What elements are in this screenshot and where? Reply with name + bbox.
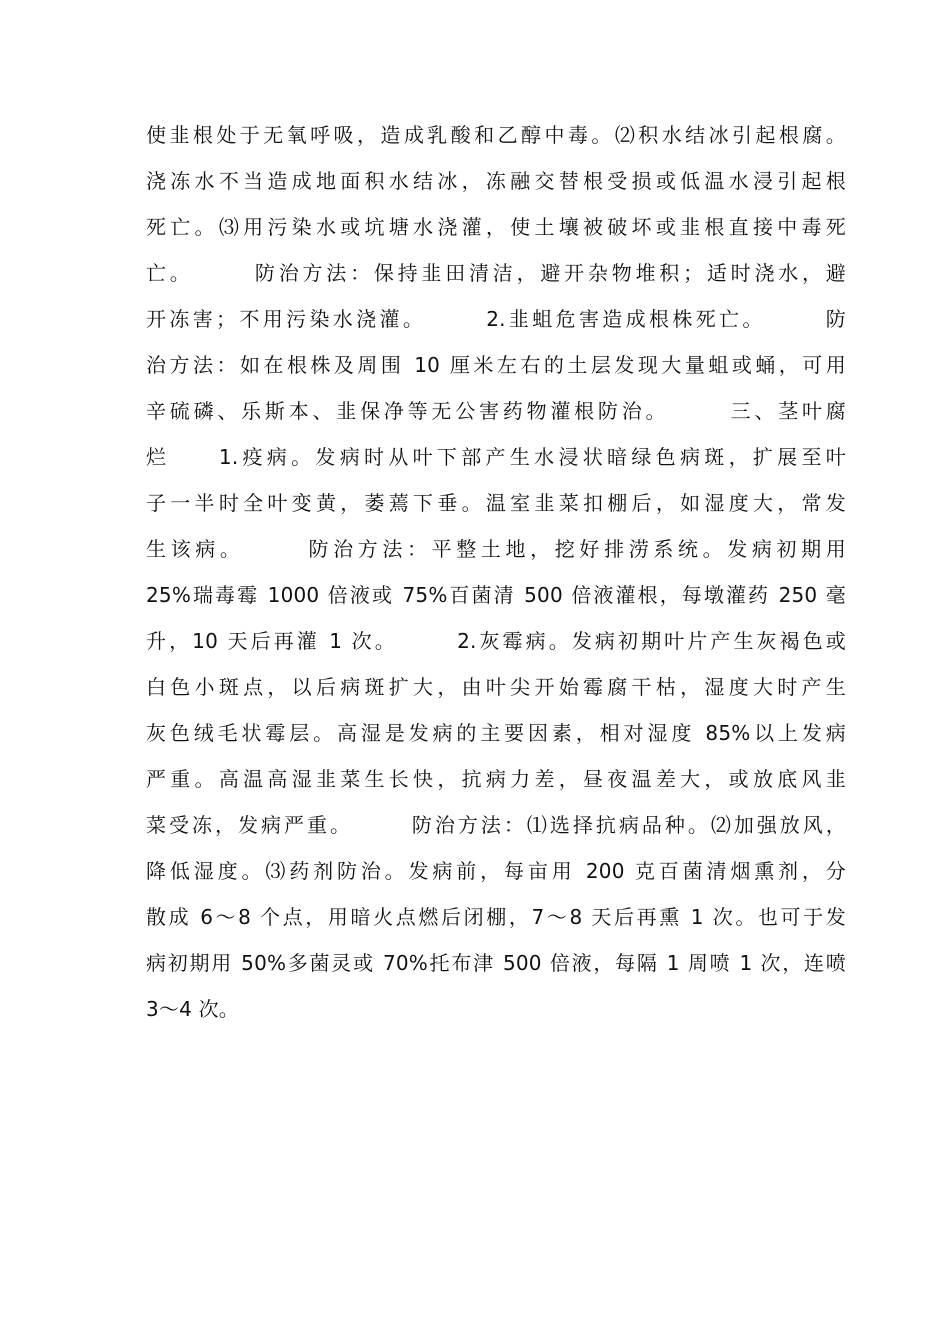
text-line: 灰色绒毛状霉层。高湿是发病的主要因素，相对湿度 85%以上发病	[146, 721, 846, 745]
text-line: 菜受冻，发病严重。 防治方法：⑴选择抗病品种。⑵加强放风，	[146, 813, 846, 837]
text-line: 子一半时全叶变黄，萎蔫下垂。温室韭菜扣棚后，如湿度大，常发	[146, 491, 846, 515]
text-line: 25%瑞毒霉 1000 倍液或 75%百菌清 500 倍液灌根，每墩灌药 250 毫	[146, 583, 846, 607]
text-line: 烂 1.疫病。发病时从叶下部产生水浸状暗绿色病斑，扩展至叶	[146, 445, 846, 469]
text-line: 3～4 次。	[146, 997, 240, 1021]
text-line: 降低湿度。⑶药剂防治。发病前，每亩用 200 克百菌清烟熏剂，分	[146, 859, 846, 883]
text-line: 死亡。⑶用污染水或坑塘水浇灌，使土壤被破坏或韭根直接中毒死	[146, 215, 846, 239]
text-line: 亡。 防治方法：保持韭田清洁，避开杂物堆积；适时浇水，避	[146, 261, 846, 285]
text-line: 使韭根处于无氧呼吸，造成乳酸和乙醇中毒。⑵积水结冰引起根腐。	[146, 123, 846, 147]
text-line: 散成 6～8 个点，用暗火点燃后闭棚，7～8 天后再熏 1 次。也可于发	[146, 905, 846, 929]
text-line: 辛硫磷、乐斯本、韭保净等无公害药物灌根防治。 三、茎叶腐	[146, 399, 846, 423]
text-line: 白色小斑点，以后病斑扩大，由叶尖开始霉腐干枯，湿度大时产生	[146, 675, 846, 699]
text-line: 严重。高温高湿韭菜生长快，抗病力差，昼夜温差大，或放底风韭	[146, 767, 846, 791]
body-text	[146, 112, 846, 1032]
text-line: 病初期用 50%多菌灵或 70%托布津 500 倍液，每隔 1 周喷 1 次，连喷	[146, 951, 846, 975]
text-line: 升，10 天后再灌 1 次。 2.灰霉病。发病初期叶片产生灰褐色或	[146, 629, 846, 653]
text-line: 治方法：如在根株及周围 10 厘米左右的土层发现大量蛆或蛹，可用	[146, 353, 846, 377]
text-line: 浇冻水不当造成地面积水结冰，冻融交替根受损或低温水浸引起根	[146, 169, 846, 193]
text-line: 开冻害；不用污染水浇灌。 2.韭蛆危害造成根株死亡。 防	[146, 307, 846, 331]
text-line: 生该病。 防治方法：平整土地，挖好排涝系统。发病初期用	[146, 537, 846, 561]
